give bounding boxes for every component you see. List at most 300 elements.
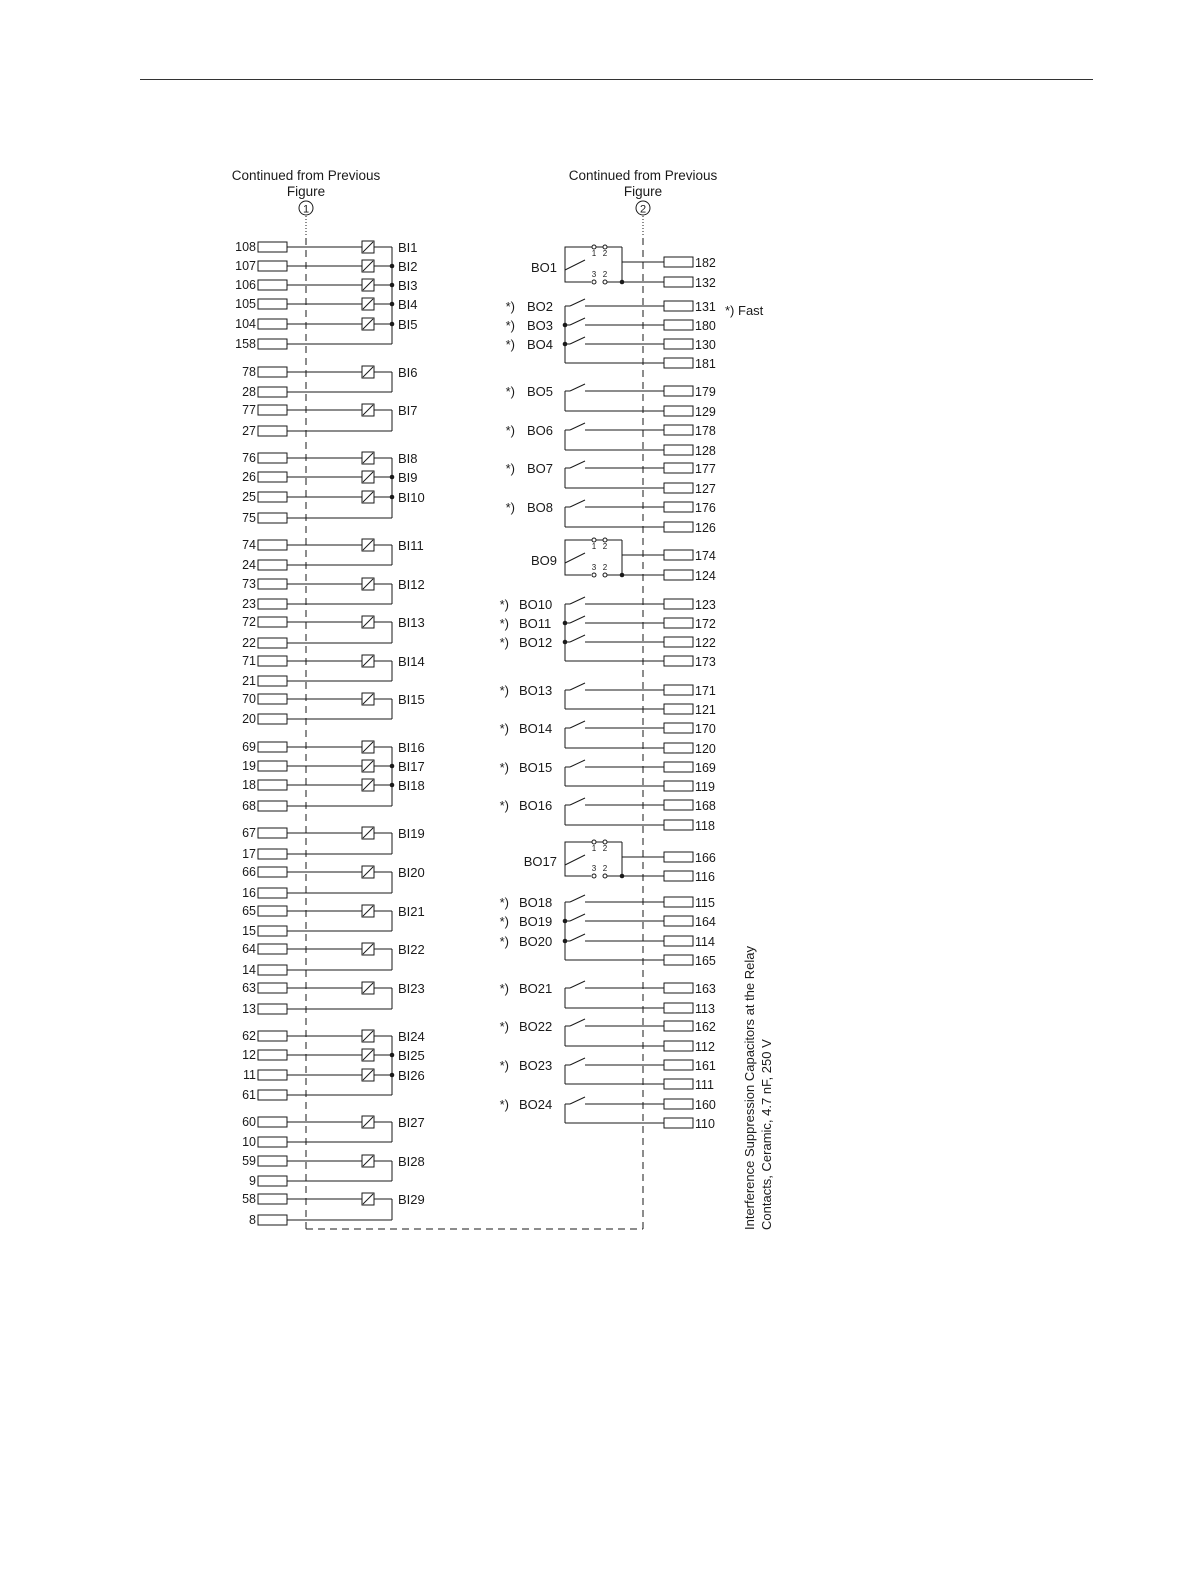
common-terminal-number: 165 — [695, 954, 716, 968]
terminal-block — [258, 694, 287, 704]
common-terminal-block — [258, 339, 287, 349]
common-terminal-block — [664, 406, 693, 416]
terminal-number: 64 — [242, 942, 256, 956]
terminal-number: 107 — [235, 259, 256, 273]
binary-input-label: BI23 — [398, 981, 425, 996]
junction-dot — [620, 280, 625, 285]
binary-output-bo14 — [500, 721, 716, 756]
contact-number: 2 — [602, 249, 608, 258]
common-terminal-number: 13 — [242, 1002, 256, 1016]
junction-dot — [563, 323, 568, 328]
binary-output-label: BO2 — [527, 299, 554, 314]
terminal-block — [258, 944, 287, 954]
changeover-blade — [565, 260, 585, 270]
terminal-block — [258, 906, 287, 916]
contact-terminal-2b — [603, 280, 607, 284]
binary-output-bo7 — [506, 461, 716, 496]
binary-output-label: BO1 — [530, 260, 557, 275]
junction-dot — [563, 640, 568, 645]
terminal-number: 72 — [242, 615, 256, 629]
relay-contact-blade — [570, 1058, 585, 1065]
binary-input-label: BI7 — [398, 403, 418, 418]
common-terminal-block — [258, 676, 287, 686]
contact-number: 2 — [602, 270, 608, 279]
terminal-block — [258, 319, 287, 329]
terminal-number: 65 — [242, 904, 256, 918]
binary-input-bi25 — [242, 1048, 425, 1063]
output-terminal-number: 124 — [695, 569, 716, 583]
common-terminal-block — [664, 445, 693, 455]
common-terminal-block — [664, 820, 693, 830]
common-terminal-number: 128 — [695, 444, 716, 458]
output-terminal-block — [664, 386, 693, 396]
terminal-block — [258, 1117, 287, 1127]
binary-input-bi8 — [242, 451, 417, 466]
relay-contact-blade — [570, 1019, 585, 1026]
common-terminal-block — [664, 1079, 693, 1089]
binary-output-bo9 — [531, 538, 716, 583]
terminal-number: 59 — [242, 1154, 256, 1168]
binary-output-bo15 — [500, 760, 716, 794]
terminal-number: 11 — [243, 1068, 256, 1082]
relay-contact-blade — [570, 337, 585, 344]
output-terminal-block — [664, 570, 693, 580]
binary-input-label: BI18 — [398, 778, 425, 793]
no-wire-left — [565, 865, 591, 876]
binary-output-label: BO16 — [519, 798, 553, 813]
common-terminal-block — [258, 1090, 287, 1100]
terminal-number: 108 — [235, 240, 256, 254]
output-terminal-block — [664, 618, 693, 628]
common-terminal-block — [664, 1041, 693, 1051]
binary-input-label: BI9 — [398, 470, 418, 485]
binary-output-bo21 — [500, 981, 716, 1016]
binary-input-label: BI15 — [398, 692, 425, 707]
fast-marker: *) — [505, 299, 515, 314]
terminal-number: 25 — [242, 490, 256, 504]
binary-input-bi17 — [242, 759, 425, 774]
output-group-3 — [563, 902, 568, 960]
binary-input-bi21 — [242, 904, 425, 938]
binary-input-bi6 — [242, 365, 417, 399]
common-terminal-number: 16 — [242, 886, 256, 900]
common-terminal-block — [664, 1003, 693, 1013]
common-terminal-block — [664, 1118, 693, 1128]
terminal-number: 77 — [242, 403, 256, 417]
output-terminal-block — [664, 320, 693, 330]
common-terminal-number: 126 — [695, 521, 716, 535]
fast-marker: *) — [499, 597, 509, 612]
terminal-block — [258, 761, 287, 771]
binary-input-label: BI1 — [398, 240, 418, 255]
terminal-number: 106 — [235, 278, 256, 292]
contact-number: 2 — [602, 864, 608, 873]
terminal-block — [258, 656, 287, 666]
binary-output-label: BO22 — [519, 1019, 553, 1034]
binary-output-label: BO5 — [527, 384, 554, 399]
output-terminal-number: 178 — [695, 424, 716, 438]
common-terminal-number: 111 — [695, 1078, 715, 1092]
output-terminal-block — [664, 762, 693, 772]
common-terminal-number: 121 — [695, 703, 716, 717]
binary-output-bo5 — [506, 384, 716, 419]
dashed-frame — [306, 216, 643, 1229]
common-terminal-number: 75 — [242, 511, 256, 525]
contact-terminal-2b — [603, 573, 607, 577]
output-terminal-number: 131 — [695, 300, 716, 314]
binary-output-bo19 — [500, 914, 716, 929]
terminal-block — [258, 280, 287, 290]
fast-marker: *) — [499, 616, 509, 631]
nc-wire-left — [565, 540, 594, 563]
binary-output-bo13 — [500, 683, 716, 717]
output-terminal-number: 122 — [695, 636, 716, 650]
output-terminal-block — [664, 277, 693, 287]
terminal-block — [258, 492, 287, 502]
common-terminal-number: 112 — [695, 1040, 715, 1054]
binary-output-label: BO11 — [519, 616, 552, 631]
terminal-block — [258, 579, 287, 589]
output-terminal-block — [664, 852, 693, 862]
binary-output-bo6 — [506, 423, 716, 458]
output-terminal-number: 130 — [695, 338, 716, 352]
terminal-number: 69 — [242, 740, 256, 754]
output-terminal-block — [664, 871, 693, 881]
fast-contact-note: *) Fast — [725, 303, 764, 318]
output-terminal-number: 115 — [695, 896, 715, 910]
output-terminal-block — [664, 550, 693, 560]
common-terminal-block — [258, 714, 287, 724]
output-terminal-number: 123 — [695, 598, 716, 612]
common-terminal-number: 14 — [242, 963, 256, 977]
binary-input-label: BI22 — [398, 942, 425, 957]
contact-number: 2 — [602, 563, 608, 572]
relay-contact-blade — [570, 597, 585, 604]
binary-output-bo1 — [531, 245, 716, 290]
fast-marker: *) — [505, 423, 515, 438]
output-terminal-number: 180 — [695, 319, 716, 333]
fast-marker: *) — [505, 337, 515, 352]
output-terminal-block — [664, 983, 693, 993]
binary-output-bo20 — [500, 934, 716, 968]
binary-output-label: BO13 — [519, 683, 553, 698]
binary-input-bi16 — [242, 740, 425, 755]
terminal-number: 62 — [242, 1029, 256, 1043]
terminal-block — [258, 1050, 287, 1060]
binary-input-label: BI29 — [398, 1192, 425, 1207]
contact-terminal-2b — [603, 874, 607, 878]
output-group-1 — [563, 306, 568, 363]
terminal-number: 12 — [242, 1048, 256, 1062]
output-terminal-number: 114 — [695, 935, 715, 949]
binary-input-bi26 — [242, 1036, 425, 1102]
terminal-number: 63 — [242, 981, 256, 995]
relay-contact-blade — [570, 895, 585, 902]
binary-input-bi23 — [242, 981, 425, 1016]
binary-input-label: BI28 — [398, 1154, 425, 1169]
terminal-block — [258, 867, 287, 877]
binary-input-label: BI13 — [398, 615, 425, 630]
relay-contact-blade — [570, 1097, 585, 1104]
output-terminal-block — [664, 1060, 693, 1070]
output-terminal-number: 182 — [695, 256, 716, 270]
output-terminal-number: 132 — [695, 276, 716, 290]
binary-output-label: BO4 — [527, 337, 554, 352]
right-header-line1: Continued from Previous — [568, 168, 718, 183]
binary-input-bi11 — [242, 538, 424, 572]
binary-input-bi10 — [242, 458, 425, 525]
fast-marker: *) — [499, 1058, 509, 1073]
common-terminal-number: 119 — [695, 780, 715, 794]
common-terminal-number: 22 — [242, 636, 256, 650]
contact-number: 3 — [591, 864, 597, 873]
fast-marker: *) — [499, 798, 509, 813]
binary-input-label: BI4 — [398, 297, 418, 312]
output-terminal-block — [664, 1099, 693, 1109]
output-terminal-block — [664, 339, 693, 349]
output-terminal-block — [664, 463, 693, 473]
binary-input-bi2 — [235, 259, 417, 274]
binary-input-label: BI12 — [398, 577, 425, 592]
fast-marker: *) — [499, 635, 509, 650]
relay-contact-blade — [570, 683, 585, 690]
relay-contact-blade — [570, 318, 585, 325]
binary-input-label: BI8 — [398, 451, 418, 466]
binary-output-label: BO15 — [519, 760, 553, 775]
common-terminal-block — [258, 387, 287, 397]
common-terminal-number: 118 — [695, 819, 715, 833]
binary-input-bi22 — [242, 942, 425, 977]
common-terminal-block — [258, 1137, 287, 1147]
junction-dot — [563, 919, 568, 924]
output-terminal-number: 169 — [695, 761, 716, 775]
common-terminal-number: 173 — [695, 655, 716, 669]
binary-output-bo3 — [506, 318, 716, 333]
binary-output-label: BO19 — [519, 914, 553, 929]
binary-output-label: BO23 — [519, 1058, 553, 1073]
relay-contact-blade — [570, 384, 585, 391]
common-terminal-block — [258, 965, 287, 975]
relay-contact-blade — [570, 760, 585, 767]
terminal-number: 18 — [242, 778, 256, 792]
common-terminal-block — [664, 704, 693, 714]
terminal-block — [258, 472, 287, 482]
fast-marker: *) — [505, 384, 515, 399]
contact-number: 2 — [602, 542, 608, 551]
terminal-block — [258, 983, 287, 993]
common-terminal-block — [664, 955, 693, 965]
contact-number: 1 — [591, 542, 597, 551]
terminal-block — [258, 1194, 287, 1204]
output-terminal-number: 170 — [695, 722, 716, 736]
fast-marker: *) — [505, 318, 515, 333]
binary-input-label: BI10 — [398, 490, 425, 505]
output-terminal-block — [664, 685, 693, 695]
relay-contact-blade — [570, 423, 585, 430]
binary-input-label: BI26 — [398, 1068, 425, 1083]
common-terminal-number: 21 — [242, 674, 256, 688]
common-terminal-number: 127 — [695, 482, 716, 496]
terminal-number: 74 — [242, 538, 256, 552]
common-terminal-block — [258, 801, 287, 811]
terminal-number: 67 — [242, 826, 256, 840]
binary-input-label: BI24 — [398, 1029, 425, 1044]
changeover-blade — [565, 553, 585, 563]
left-header-line2: Figure — [286, 184, 326, 199]
binary-input-label: BI6 — [398, 365, 418, 380]
output-terminal-block — [664, 936, 693, 946]
left-header-line1: Continued from Previous — [231, 168, 381, 183]
terminal-block — [258, 1031, 287, 1041]
relay-contact-blade — [570, 798, 585, 805]
binary-input-label: BI25 — [398, 1048, 425, 1063]
output-terminal-number: 176 — [695, 501, 716, 515]
binary-output-label: BO24 — [519, 1097, 553, 1112]
common-terminal-number: 17 — [242, 847, 256, 861]
contact-terminal-3 — [592, 573, 596, 577]
output-terminal-block — [664, 916, 693, 926]
common-terminal-number: 129 — [695, 405, 716, 419]
relay-contact-blade — [570, 500, 585, 507]
nc-wire-left — [565, 842, 594, 865]
common-terminal-number: 110 — [695, 1117, 715, 1131]
binary-input-bi14 — [242, 654, 425, 688]
output-terminal-block — [664, 637, 693, 647]
binary-input-bi28 — [242, 1154, 425, 1188]
binary-input-label: BI20 — [398, 865, 425, 880]
common-terminal-number: 15 — [242, 924, 256, 938]
output-terminal-number: 168 — [695, 799, 716, 813]
binary-output-label: BO18 — [519, 895, 553, 910]
changeover-blade — [565, 855, 585, 865]
output-terminal-number: 172 — [695, 617, 716, 631]
binary-output-label: BO3 — [527, 318, 554, 333]
terminal-block — [258, 405, 287, 415]
binary-input-bi27 — [242, 1115, 425, 1149]
common-terminal-block — [258, 426, 287, 436]
output-terminal-block — [664, 301, 693, 311]
common-terminal-block — [258, 513, 287, 523]
binary-input-bi7 — [242, 403, 417, 438]
terminal-block — [258, 742, 287, 752]
fast-marker: *) — [505, 461, 515, 476]
terminal-number: 19 — [242, 759, 256, 773]
binary-output-label: BO20 — [519, 934, 553, 949]
common-terminal-block — [258, 560, 287, 570]
relay-contact-blade — [570, 616, 585, 623]
capacitor-note-line2: Contacts, Ceramic, 4.7 nF, 250 V — [759, 1039, 774, 1230]
binary-output-bo18 — [500, 895, 715, 910]
terminal-block — [258, 242, 287, 252]
left-continuation-marker-label: 1 — [302, 203, 310, 216]
output-terminal-number: 164 — [695, 915, 716, 929]
common-terminal-number: 27 — [242, 424, 256, 438]
terminal-number: 105 — [235, 297, 256, 311]
fast-marker: *) — [505, 500, 515, 515]
relay-contact-blade — [570, 981, 585, 988]
output-terminal-number: 160 — [695, 1098, 716, 1112]
contact-terminal-3 — [592, 280, 596, 284]
binary-output-bo8 — [506, 500, 716, 535]
common-terminal-block — [664, 743, 693, 753]
common-terminal-block — [258, 888, 287, 898]
junction-dot — [563, 342, 568, 347]
common-terminal-number: 8 — [249, 1213, 256, 1227]
terminal-number: 60 — [242, 1115, 256, 1129]
relay-contact-blade — [570, 934, 585, 941]
fast-marker: *) — [499, 1097, 509, 1112]
terminal-number: 70 — [242, 692, 256, 706]
terminal-block — [258, 299, 287, 309]
common-terminal-block — [258, 1004, 287, 1014]
terminal-number: 58 — [242, 1192, 256, 1206]
contact-terminal-3 — [592, 874, 596, 878]
common-terminal-block — [258, 638, 287, 648]
binary-output-bo17 — [524, 840, 716, 884]
right-continuation-marker-label: 2 — [639, 203, 647, 216]
fast-marker: *) — [499, 721, 509, 736]
binary-input-label: BI5 — [398, 317, 418, 332]
binary-input-bi12 — [242, 577, 425, 611]
binary-input-label: BI19 — [398, 826, 425, 841]
binary-input-bi19 — [242, 826, 425, 861]
common-terminal-number: 9 — [249, 1174, 256, 1188]
output-terminal-number: 166 — [695, 851, 716, 865]
contact-number: 3 — [591, 563, 597, 572]
output-terminal-number: 179 — [695, 385, 716, 399]
terminal-number: 76 — [242, 451, 256, 465]
fast-marker: *) — [499, 683, 509, 698]
output-terminal-number: 171 — [695, 684, 716, 698]
fast-marker: *) — [499, 1019, 509, 1034]
binary-output-bo23 — [500, 1058, 716, 1092]
common-terminal-block — [664, 781, 693, 791]
binary-input-bi24 — [242, 1029, 425, 1044]
terminal-block — [258, 780, 287, 790]
relay-contact-blade — [570, 914, 585, 921]
terminal-block — [258, 1070, 287, 1080]
fast-marker: *) — [499, 895, 509, 910]
contact-number: 3 — [591, 270, 597, 279]
common-terminal-number: 113 — [695, 1002, 715, 1016]
binary-input-label: BI17 — [398, 759, 425, 774]
common-terminal-block — [258, 849, 287, 859]
binary-output-bo10 — [500, 597, 716, 612]
nc-wire-left — [565, 247, 594, 270]
binary-output-label: BO10 — [519, 597, 553, 612]
binary-input-bi18 — [242, 747, 425, 813]
binary-output-label: BO21 — [519, 981, 553, 996]
fast-marker: *) — [499, 934, 509, 949]
junction-dot — [563, 621, 568, 626]
junction-dot — [620, 573, 625, 578]
binary-input-label: BI27 — [398, 1115, 425, 1130]
binary-output-label: BO17 — [523, 854, 557, 869]
output-terminal-block — [664, 1021, 693, 1031]
output-terminal-block — [664, 425, 693, 435]
common-terminal-block — [258, 926, 287, 936]
output-terminal-number: 161 — [695, 1059, 716, 1073]
binary-inputs — [235, 240, 425, 1227]
common-terminal-number: 10 — [242, 1135, 256, 1149]
terminal-number: 78 — [242, 365, 256, 379]
binary-input-bi20 — [242, 865, 425, 900]
contact-number: 2 — [602, 844, 608, 853]
terminal-block — [258, 367, 287, 377]
junction-dot — [620, 874, 625, 879]
binary-output-bo2 — [506, 299, 716, 314]
relay-contact-blade — [570, 721, 585, 728]
